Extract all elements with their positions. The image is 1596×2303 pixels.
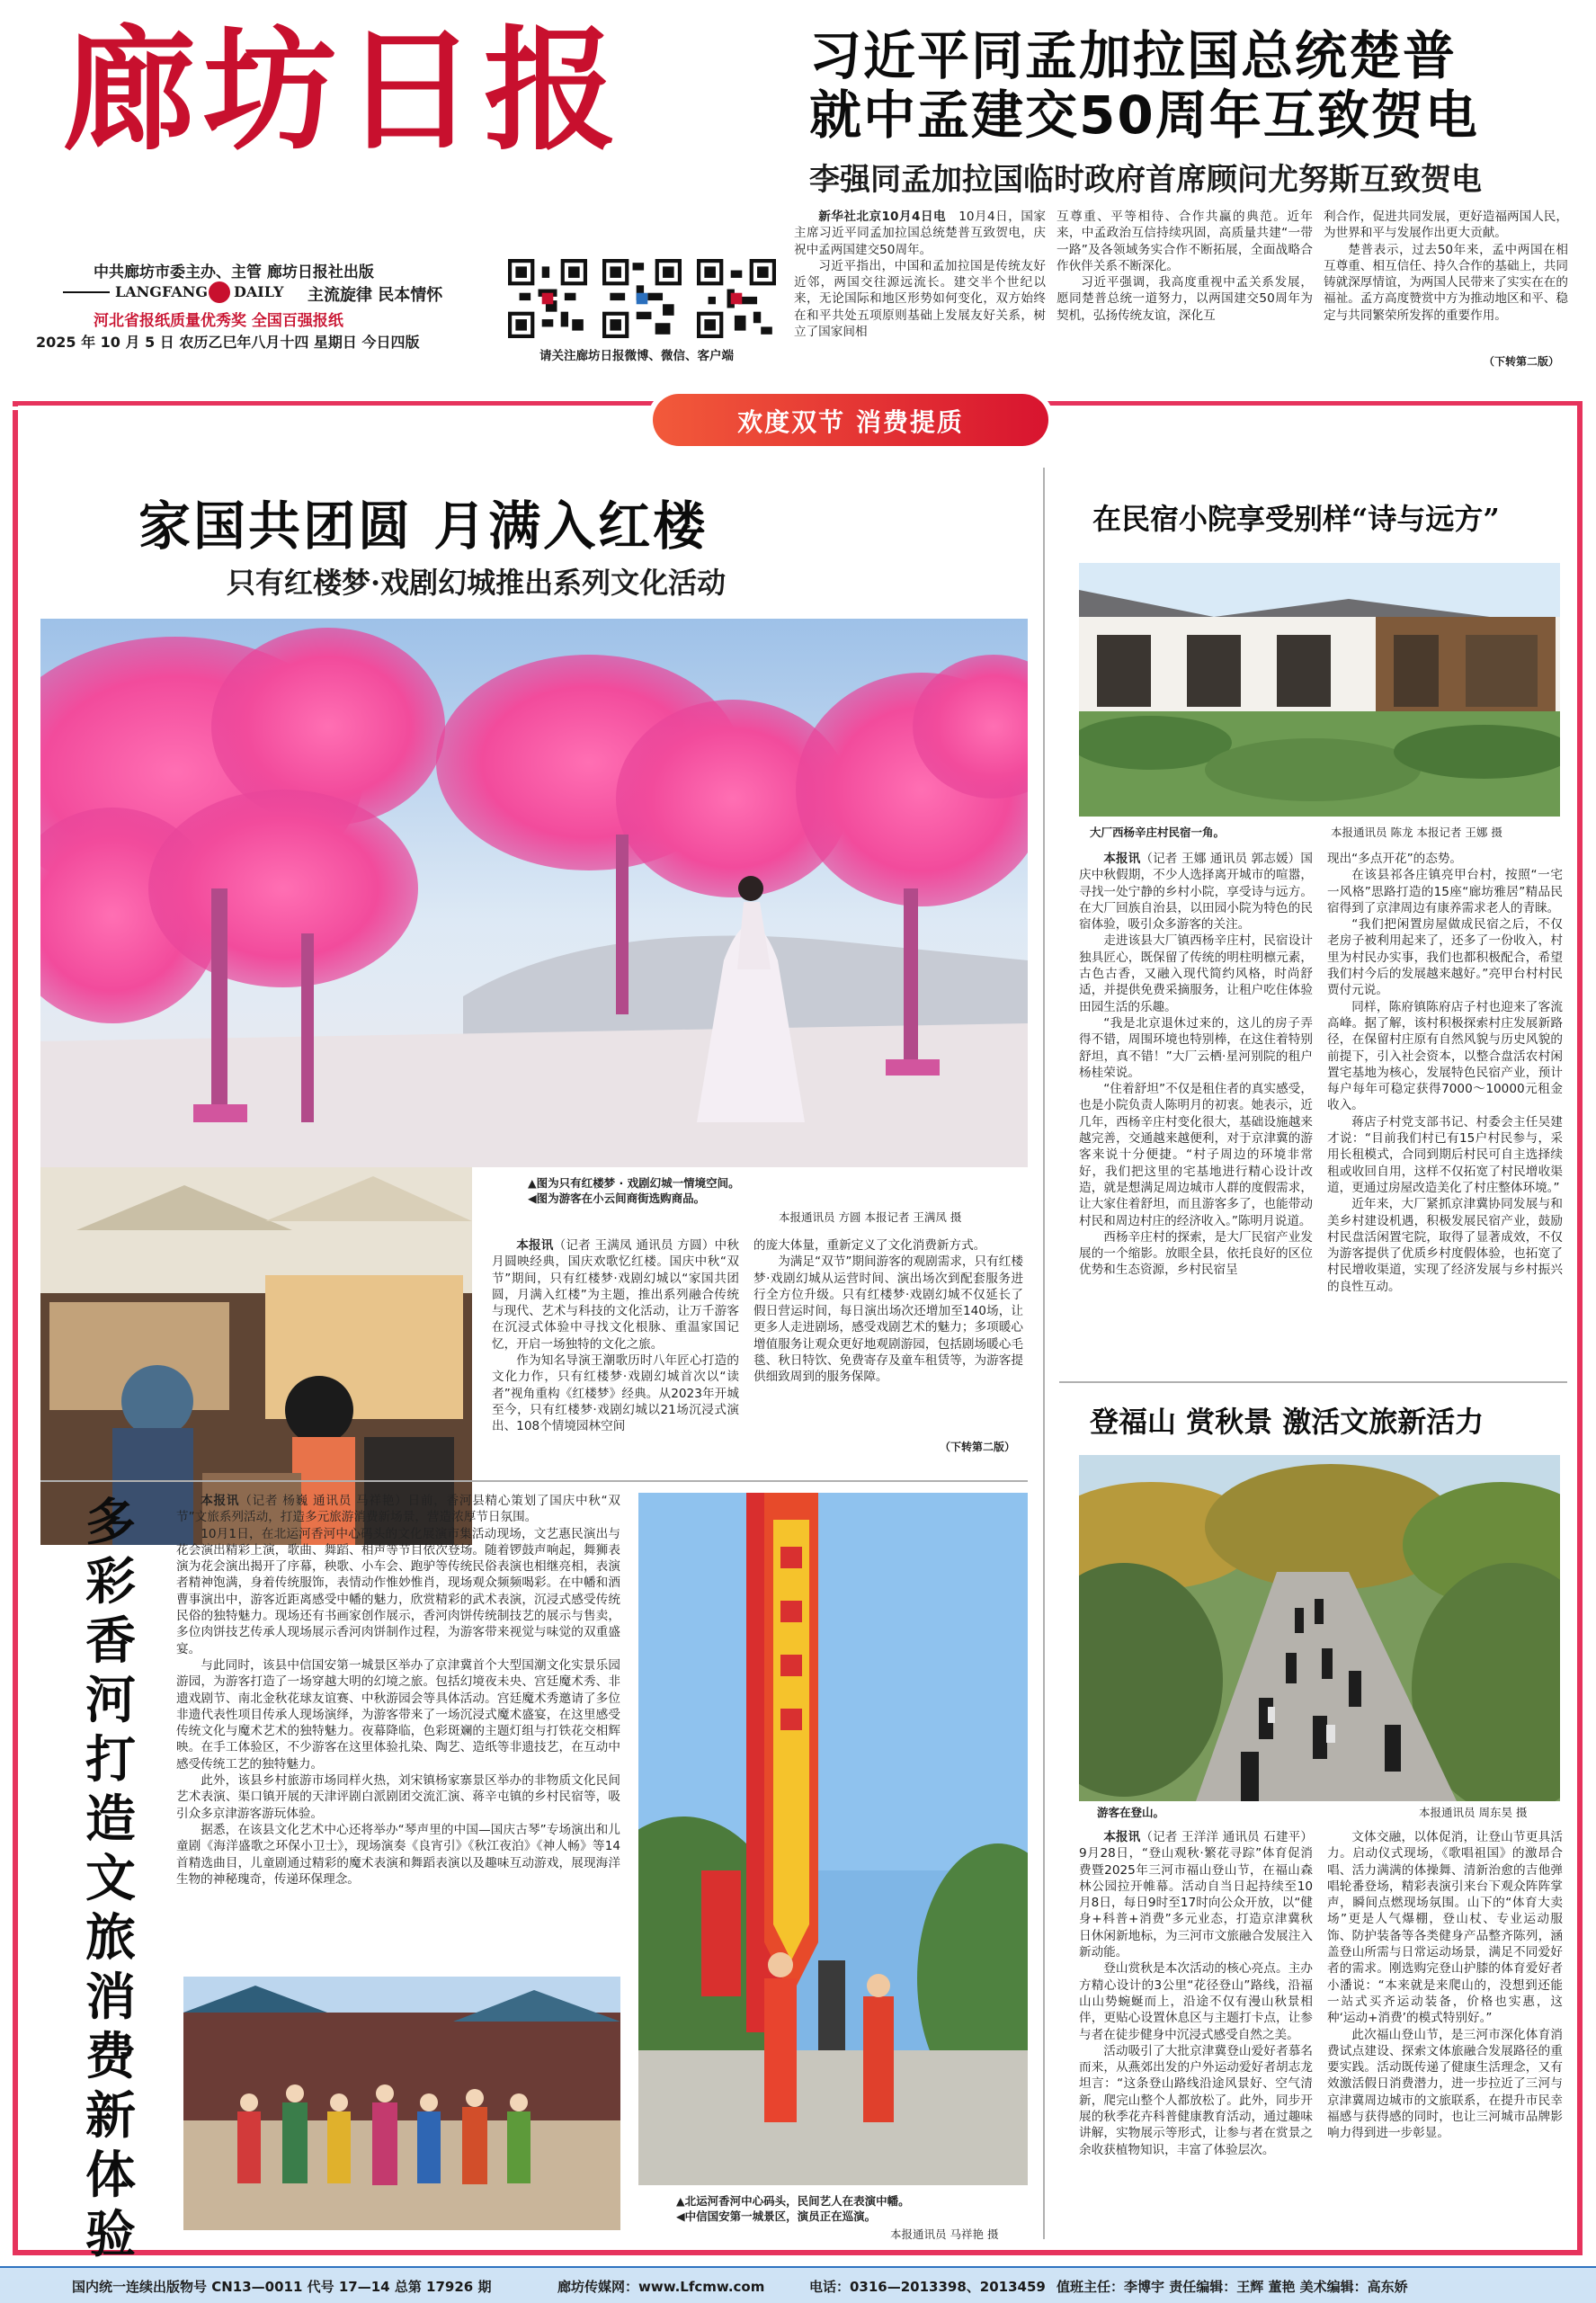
story3-headline[interactable]: 多彩香河打造文旅消费新体验 [85, 1493, 136, 2264]
brand-en-right: DAILY [234, 283, 284, 300]
story1-body-b: 的庞大体量，重新定义了文化消费新方式。 为满足“双节”期间游客的观剧需求，只有红楼梦·戏剧幻城从运营时间、演出场次到配套服务进行全方位升级。只有红楼梦·戏剧幻城不仅延长了假日营运时间，每日演出场次还增加至140场，让更多人走进剧场，感受戏剧艺术的魅力；多项暖心增值服务让观众更好地观剧游园，包括剧场暖心毛毯、秋日特饮、免费寄存及童车租赁等，为游客提供细致周到的服务保障。 [753, 1238, 1023, 1385]
brand-en-left: LANGFANG [115, 283, 209, 300]
story3-zhongfan-photo [638, 1493, 1028, 2185]
frame-corner-tl [9, 406, 36, 433]
story2-caption: 大厂西杨辛庄村民宿一角。 [1090, 826, 1226, 839]
qr-code-weibo[interactable] [508, 259, 587, 338]
story2-col-1: 本报讯（记者 王娜 通讯员 郭志媛）国庆中秋假期，不少人选择离开城市的喧嚣，寻找一处宁静的乡村小院，享受诗与远方。在大厂回族自治县，以田园小院为特色的民宿体验，吸引众多游客的关注。 走进该县大厂镇西杨辛庄村，民宿设计独具匠心，既保留了传统的明柱明檩元素，古色古香，又融入现代简约风格，时尚舒适，并提供免费采摘服务，让租户吃住体验田园生活的乐趣。 “我是北京退休过来的，这儿的房子弄得不错，周围环境也特别棒，在这住着特别舒坦，真不错！”大厂云栖·星河别院的租户杨桂荣说。 “住着舒坦”不仅是租住者的真实感受，也是小院负责人陈明月的初衷。她表示，近几年，西杨辛庄村变化很大，基础设施越来越完善，交通越来越便利，对于京津冀的游客来说十分便捷。“村子周边的环境非常好，我们把这里的宅基地进行精心设计改造，就是想满足周边城市人群的度假需求，让大家住着舒坦，而且游客多了，也能带动村民和周边村庄的经济收入。”陈明月说道。 西杨辛庄村的探索，是大厂民宿产业发展的一个缩影。放眼全县，依托良好的区位优势和生态资源，乡村民宿呈 [1079, 852, 1313, 1278]
story4-caption: 游客在登山。 [1097, 1806, 1165, 1819]
lead-headline-1[interactable]: 习近平同孟加拉国总统楚普 [809, 25, 1458, 86]
story2-credit: 本报通讯员 陈龙 本报记者 王娜 摄 [1331, 826, 1502, 839]
newspaper-title: 廊坊日报 [63, 12, 624, 168]
lead-subhead: 李强同孟加拉国临时政府首席顾问尤努斯互致贺电 [809, 162, 1482, 198]
story4-col-1: 本报讯（记者 王洋洋 通讯员 石建平）9月28日，“登山观秋·繁花寻踪”体育促消费暨2025年三河市福山登山节，在福山森林公园拉开帷幕。活动自当日起持续至10月8日，每日9时至17时向公众开放，以“健身+科普+消费”多元业态，打造京津冀秋日休闲新地标，为三河市文旅融合发展注入新动能。 登山赏秋是本次活动的核心亮点。主办方精心设计的3公里“花径登山”路线，沿福山山势蜿蜒而上，沿途不仅有漫山秋景相伴，更贴心设置休息区与主题打卡点，让参与者在徒步健身中沉浸式感受自然之美。 活动吸引了大批京津冀登山爱好者慕名而来，从燕郊出发的户外运动爱好者胡志龙坦言：“这条登山路线沿途风景好、空气清新，爬完山整个人都放松了。此外，同步开展的秋季花卉科普健康教育活动，通过趣味讲解，实物展示等形式，让参与者在赏景之余收获植物知识，丰富了体验层次。 [1079, 1830, 1313, 2157]
story2-photo [1079, 563, 1560, 817]
lead-headline-2[interactable]: 就中孟建交50周年互致贺电 [809, 85, 1479, 146]
divider-vertical-main [1043, 468, 1045, 2239]
qr-code-app[interactable] [697, 259, 776, 338]
story2-col-2: 现出“多点开花”的态势。 在该县祁各庄镇亮甲台村，按照“一宅一风格”思路打造的15座“廊坊雅居”精品民宿得到了京津周边有康养需求老人的青睐。 “我们把闲置房屋做成民宿之后，不仅老房子被利用起来了，还多了一份收入，村里为村民办实事，我们也都积极配合，希望我们村今后的发展越来越好。”亮甲台村村民贾付元说。 同样，陈府镇陈府店子村也迎来了客流高峰。据了解，该村积极探索村庄发展新路径，在保留村庄原有自然风貌与历史风貌的前提下，引入社会资本，以整合盘活农村闲置宅基地为核心，发展特色民宿产业，预计每户每年可稳定获得7000～10000元租金收入。 蒋店子村党支部书记、村委会主任吴建才说：“目前我们村已有15户村民参与，采用长租模式，合同到期后村民可自主选择续租或收回自用，这样不仅拓宽了村民增收渠道，更通过房屋改造美化了村庄整体环境。” 近年来，大厂紧抓京津冀协同发展与和美乡村建设机遇，积极发展民宿产业，鼓励村民盘活闲置宅院，取得了显著成效，不仅为游客提供了优质乡村度假体验，也拓宽了村民增收渠道，实现了经济发展与乡村振兴的良性互动。 [1327, 852, 1563, 1294]
footer-editors: 值班主任：李博宇 责任编辑：王辉 董艳 美术编辑：高东娇 [1057, 2279, 1408, 2295]
story1-headline[interactable]: 家国共团圆 月满入红楼 [138, 495, 709, 557]
brand-rule-left [63, 291, 110, 293]
brand-line [63, 282, 495, 305]
story4-photo [1079, 1455, 1560, 1801]
story1-caption-2: ◀图为游客在小云间商街选购商品。 [528, 1192, 706, 1205]
divider-story1-story3 [40, 1480, 1028, 1482]
lead-continued: （下转第二版） [1484, 355, 1560, 368]
story3-caption-2: ◀中信国安第一城景区，演员正在巡演。 [676, 2209, 877, 2223]
awards-line: 河北省报纸质量优秀奖 全国百强报纸 [94, 312, 343, 330]
story1-subhead: 只有红楼梦·戏剧幻城推出系列文化活动 [227, 566, 727, 600]
footer-issn: 国内统一连续出版物号 CN13—0011 代号 17—14 总第 17926 期 [72, 2279, 492, 2295]
story4-credit: 本报通讯员 周东昊 摄 [1419, 1806, 1528, 1819]
banner [653, 394, 1048, 446]
lead-col-1: 新华社北京10月4日电 10月4日，国家主席习近平同孟加拉国总统楚普互致贺电，庆祝中孟两国建交50周年。 习近平指出，中国和孟加拉国是传统友好近邻，两国交往源远流长。建交半个世纪以来，无论国际和地区形势如何变化，双方始终在和平共处五项原则基础上发展友好关系，树立了国家间相 [794, 210, 1046, 340]
story3-parade-photo [183, 1977, 620, 2230]
lead-col-2: 互尊重、平等相待、合作共赢的典范。近年来，中孟政治互信持续巩固，高质量共建“一带一路”及各领域务实合作不断拓展，全面战略合作伙伴关系不断深化。 习近平强调，我高度重视中孟关系发展，愿同楚普总统一道努力，以两国建交50周年为契机，弘扬传统友谊，深化互 [1057, 210, 1313, 323]
banner-text: 欢度双节 消费提质 [737, 407, 964, 437]
date-line: 2025 年 10 月 5 日 农历乙巳年八月十四 星期日 今日四版 [36, 334, 420, 351]
story1-caption-1: ▲图为只有红楼梦 · 戏剧幻城一情境空间。 [528, 1176, 740, 1190]
slogan: 主流旋律 民本情怀 [308, 286, 443, 305]
story3-caption-1: ▲北运河香河中心码头，民间艺人在表演中幡。 [676, 2194, 910, 2208]
masthead [0, 0, 1596, 373]
lead-col-3: 利合作，促进共同发展，更好造福两国人民，为世界和平与发展作出更大贡献。 楚普表示，过去50年来，孟中两国在相互尊重、相互信任、持久合作的基础上，共同铸就深厚情谊，为两国人民带来了实实在在的福祉。孟方高度赞赏中方为推动地区和平、稳定与共同繁荣所发挥的重要作用。 [1324, 210, 1568, 323]
story1-shop-photo [40, 1167, 472, 1545]
qr-code-wechat[interactable] [602, 259, 682, 338]
footer-tel: 电话：0316—2013398、2013459 [809, 2279, 1046, 2295]
story2-headline[interactable]: 在民宿小院享受别样“诗与远方” [1092, 502, 1500, 536]
footer-bar [0, 2266, 1596, 2303]
story1-main-photo [40, 619, 1028, 1167]
story1-continued: （下转第二版） [940, 1441, 1016, 1453]
story3-credit: 本报通讯员 马祥艳 摄 [890, 2227, 999, 2241]
sponsor-line: 中共廊坊市委主办、主管 廊坊日报社出版 [94, 263, 374, 281]
qr-caption: 请关注廊坊日报微博、微信、客户端 [539, 349, 734, 363]
story4-headline[interactable]: 登福山 赏秋景 激活文旅新活力 [1090, 1405, 1485, 1439]
brand-logo-icon [209, 281, 230, 303]
story1-credit: 本报通讯员 方圆 本报记者 王满凤 摄 [779, 1210, 962, 1224]
story1-body-a: 本报讯（记者 王满凤 通讯员 方圆）中秋月圆映经典，国庆欢歌忆红楼。国庆中秋“双节”期间，只有红楼梦·戏剧幻城以“家国共团圆，月满入红楼”为主题，推出系列融合传统与现代、艺术与科技的文化活动，让万千游客在沉浸式体验中寻找文化根脉、重温家国记忆，开启一场独特的文化之旅。 作为知名导演王潮歌历时八年匠心打造的文化力作，只有红楼梦·戏剧幻城首次以“读者”视角重构《红楼梦》经典。从2023年开城至今，只有红楼梦·戏剧幻城以21场沉浸式演出、108个情境园林空间 [492, 1238, 740, 1434]
footer-web[interactable]: 廊坊传媒网：www.Lfcmw.com [557, 2279, 765, 2295]
story4-col-2: 文体交融，以体促消，让登山节更具活力。启动仪式现场，《歌唱祖国》的激昂合唱、活力满满的体操舞、清新治愈的吉他弹唱轮番登场，精彩表演引来台下观众阵阵掌声，瞬间点燃现场氛围。山下的“体育大卖场”更是人气爆棚，登山杖、专业运动服饰、防护装备等各类健身产品整齐陈列，涵盖登山所需与日常运动场景，满足不同爱好者的需求。刚选购完登山护膝的体育爱好者小潘说：“本来就是来爬山的，没想到还能一站式买齐运动装备，价格也实惠，这种‘运动+消费’的模式特别好。” 此次福山登山节，是三河市深化体育消费试点建设、探索文体旅融合发展路径的重要实践。活动既传递了健康生活理念，又有效激活假日消费潜力，进一步拉近了三河与京津冀周边城市的文旅联系，在提升市民幸福感与获得感的同时，也让三河城市品牌影响力得到进一步彰显。 [1327, 1830, 1563, 2141]
divider-story2-story4 [1059, 1381, 1567, 1383]
story3-body: 本报讯（记者 杨巍 通讯员 马祥艳）日前，香河县精心策划了国庆中秋“双节”文旅系列活动，打造多元旅游消费新场景，营造浓厚节日氛围。 10月1日，在北运河香河中心码头的文化展演市集活动现场，文艺惠民演出与花会演出精彩上演，歌曲、舞蹈、相声等节目依次登场。随着锣鼓声响起，舞狮表演为花会演出揭开了序幕，秧歌、小车会、跑驴等传统民俗表演也相继亮相，表演者精神饱满，身着传统服饰，表情动作惟妙惟肖，现场观众频频喝彩。在中幡和酒曹事演出中，游客近距离感受中幡的魅力，欣赏精彩的武术表演，沉浸式感受传统民俗的独特魅力。现场还有书画家创作展示，香河肉饼传统制技艺的展示与售卖，多位肉饼技艺传承人现场展示香河肉饼制作过程，为游客带来视觉与味觉的双重盛宴。 与此同时，该县中信国安第一城景区举办了京津冀首个大型国潮文化实景乐园游园，为游客打造了一场穿越大明的幻境之旅。包括幻境夜未央、宫廷魔术秀、非遗戏剧节、南北金秋花球友谊赛、中秋游园会等具体活动。宫廷魔术秀邀请了多位非遗代表性项目传承人现场演绎，为游客带来了一场沉浸式魔术盛宴，在这里感受传统文化与魔术艺术的独特魅力。夜幕降临，色彩斑斓的主题灯组与打铁花交相辉映。在手工体验区，不少游客在这里体验扎染、陶艺、造纸等非遗技艺，在互动中感受传统工艺的独特魅力。 此外，该县乡村旅游市场同样火热，刘宋镇杨家寨景区举办的非物质文化民间艺术表演、渠口镇开展的天津评剧白派剧团交流汇演、蒋辛屯镇的乡村民宿等，吸引众多京津游客游玩体验。 据悉，在该县文化艺术中心还将举办“琴声里的中国—国庆古琴”专场演出和儿童剧《海洋盛歌之环保小卫士》，现场演奏《良宵引》《秋江夜泊》《神人畅》等14首精选曲目，儿童剧通过精彩的魔术表演和舞蹈表演以及趣味互动游戏，展现海洋生物的神秘瑰奇，传递环保理念。 [176, 1494, 621, 1887]
